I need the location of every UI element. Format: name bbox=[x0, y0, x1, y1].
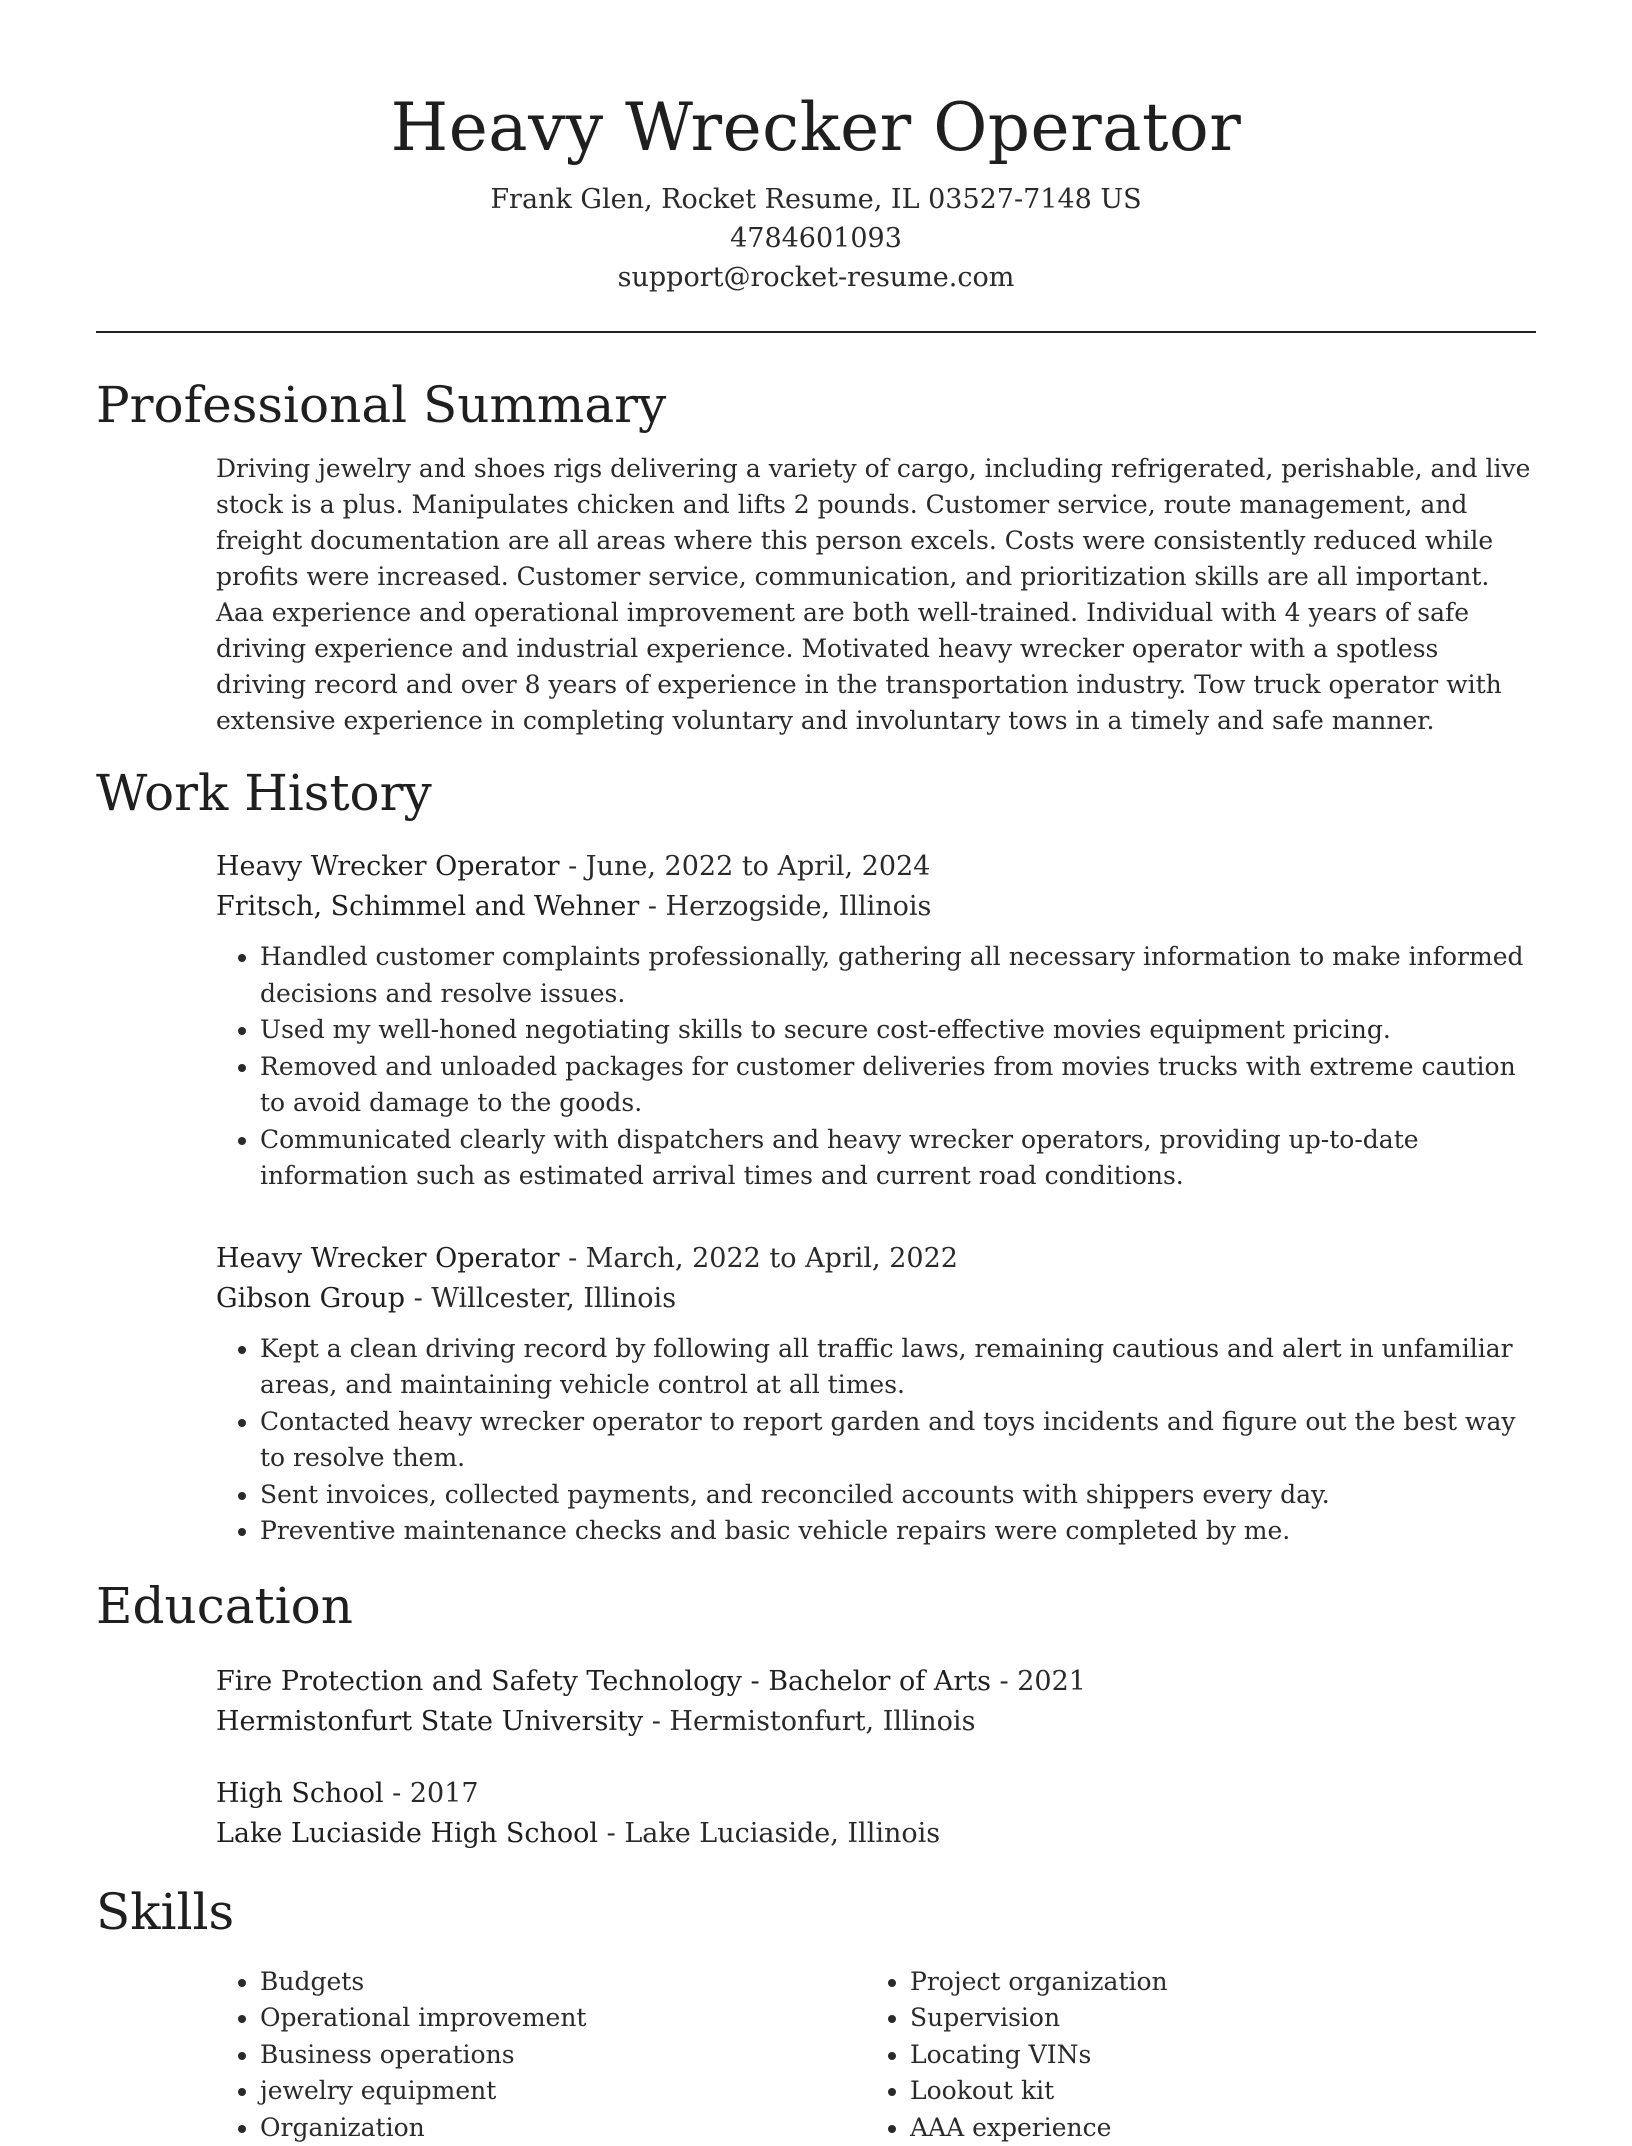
job-duty: • Removed and unloaded packages for customer deliveries from movies trucks with extreme caution to avoid damage to the goods. bbox=[260, 1049, 1536, 1122]
skills-list bbox=[216, 1964, 1536, 2146]
job-duty: • Contacted heavy wrecker operator to report garden and toys incidents and figure out the best way to resolve them. bbox=[260, 1404, 1536, 1477]
candidate-title: Heavy Wrecker Operator bbox=[96, 88, 1536, 168]
job-company: Fritsch, Schimmel and Wehner bbox=[216, 891, 639, 922]
skill-item: • Supervision bbox=[910, 2000, 1516, 2037]
skills-heading: Skills bbox=[96, 1880, 1536, 1944]
job-dates: - March, 2022 to April, 2022 bbox=[560, 1243, 958, 1274]
job-position: Heavy Wrecker Operator bbox=[216, 1243, 560, 1274]
education-location: - Hermistonfurt, Illinois bbox=[643, 1706, 975, 1737]
resume-page bbox=[96, 0, 1536, 2146]
education-entry bbox=[216, 1662, 1536, 1742]
skill-item: • Project organization bbox=[910, 1964, 1516, 2001]
skill-item: • Operational improvement bbox=[260, 2000, 866, 2037]
education-heading: Education bbox=[96, 1574, 1536, 1638]
skills-column-left bbox=[216, 1964, 866, 2146]
contact-address: Frank Glen, Rocket Resume, IL 03527-7148 US bbox=[96, 180, 1536, 219]
education-degree: Fire Protection and Safety Technology - Bachelor of Arts bbox=[216, 1666, 991, 1697]
job-entry bbox=[216, 847, 1536, 1195]
summary-text: Driving jewelry and shoes rigs delivering a variety of cargo, including refrigerated, perishable, and live stock is a plus. Manipulates chicken and lifts 2 pounds. Customer service, route management, and freight documentation are all areas where this person excels. Costs were consistently reduced while profits were increased. Customer service, communication, and prioritization skills are all important. Aaa experience and operational improvement are both well-trained. Individual with 4 years of safe driving experience and industrial experience. Motivated heavy wrecker operator with a spotless driving record and over 8 years of experience in the transportation industry. Tow truck operator with extensive experience in completing voluntary and involuntary tows in a timely and safe manner. bbox=[216, 451, 1536, 739]
education-school: Hermistonfurt State University bbox=[216, 1706, 643, 1737]
job-duties bbox=[216, 1331, 1536, 1550]
contact-block bbox=[96, 180, 1536, 297]
job-duty: • Preventive maintenance checks and basic vehicle repairs were completed by me. bbox=[260, 1513, 1536, 1550]
education-location: - Lake Luciaside, Illinois bbox=[598, 1818, 940, 1849]
job-dates: - June, 2022 to April, 2024 bbox=[560, 851, 931, 882]
job-duties bbox=[216, 939, 1536, 1195]
skill-item: • Budgets bbox=[260, 1964, 866, 2001]
job-company-line bbox=[216, 887, 1536, 927]
skill-item: • Lookout kit bbox=[910, 2073, 1516, 2110]
skill-item: • jewelry equipment bbox=[260, 2073, 866, 2110]
job-title-line bbox=[216, 1239, 1536, 1279]
job-duty: • Kept a clean driving record by following all traffic laws, remaining cautious and alert in unfamiliar areas, and maintaining vehicle control at all times. bbox=[260, 1331, 1536, 1404]
education-school: Lake Luciaside High School bbox=[216, 1818, 598, 1849]
resume-header bbox=[96, 0, 1536, 297]
skill-item: • Business operations bbox=[260, 2037, 866, 2074]
job-company-line bbox=[216, 1279, 1536, 1319]
job-title-line bbox=[216, 847, 1536, 887]
job-entry bbox=[216, 1239, 1536, 1550]
education-degree-line bbox=[216, 1662, 1536, 1702]
work-history-heading: Work History bbox=[96, 761, 1536, 825]
education-degree-line bbox=[216, 1774, 1536, 1814]
job-duty: • Communicated clearly with dispatchers and heavy wrecker operators, providing up-to-date information such as estimated arrival times and current road conditions. bbox=[260, 1122, 1536, 1195]
education-year: - 2017 bbox=[384, 1778, 479, 1809]
job-company: Gibson Group bbox=[216, 1283, 405, 1314]
job-duty: • Used my well-honed negotiating skills to secure cost-effective movies equipment pricing. bbox=[260, 1012, 1536, 1049]
education-degree: High School bbox=[216, 1778, 384, 1809]
job-duty: • Handled customer complaints professionally, gathering all necessary information to make informed decisions and resolve issues. bbox=[260, 939, 1536, 1012]
job-location: - Herzogside, Illinois bbox=[639, 891, 931, 922]
job-position: Heavy Wrecker Operator bbox=[216, 851, 560, 882]
education-school-line bbox=[216, 1814, 1536, 1854]
header-divider bbox=[96, 331, 1536, 333]
job-location: - Willcester, Illinois bbox=[405, 1283, 676, 1314]
contact-email: support@rocket-resume.com bbox=[96, 258, 1536, 297]
skills-column-right bbox=[866, 1964, 1516, 2146]
skill-item: • AAA experience bbox=[910, 2110, 1516, 2146]
education-year: - 2021 bbox=[991, 1666, 1086, 1697]
job-duty: • Sent invoices, collected payments, and reconciled accounts with shippers every day. bbox=[260, 1477, 1536, 1514]
skill-item: • Locating VINs bbox=[910, 2037, 1516, 2074]
skill-item: • Organization bbox=[260, 2110, 866, 2146]
education-school-line bbox=[216, 1702, 1536, 1742]
contact-phone: 4784601093 bbox=[96, 219, 1536, 258]
education-entry bbox=[216, 1774, 1536, 1854]
summary-heading: Professional Summary bbox=[96, 373, 1536, 437]
